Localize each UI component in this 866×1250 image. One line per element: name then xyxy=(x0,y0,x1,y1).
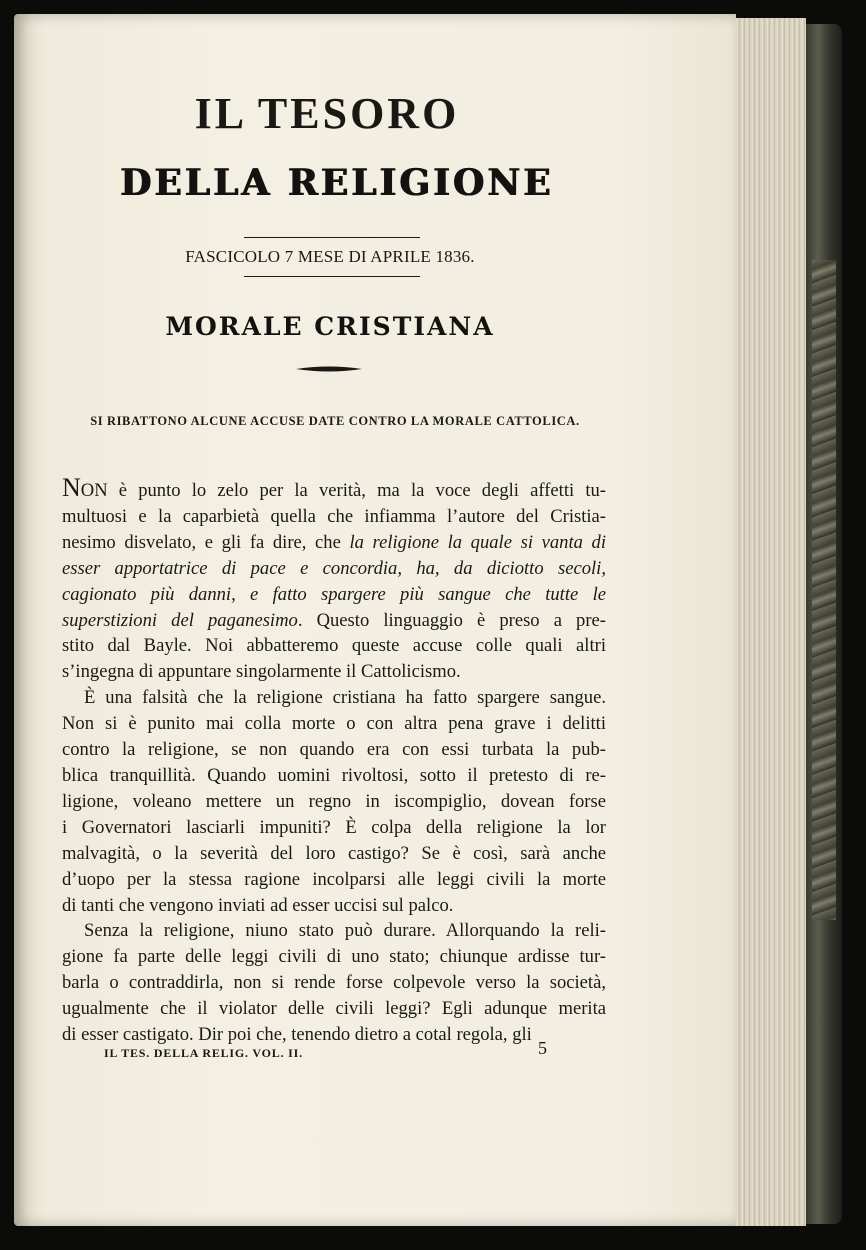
text-line xyxy=(62,556,606,582)
article-subtitle: SI RIBATTONO ALCUNE ACCUSE DATE CONTRO LA MORALE CATTOLICA. xyxy=(90,414,580,428)
text-line xyxy=(62,841,606,867)
italic-text: la religione la quale si vanta di xyxy=(349,531,606,553)
text-run: stito dal Bayle. Noi abbatteremo queste accuse colle quali altri xyxy=(62,635,606,657)
text-line xyxy=(62,633,606,659)
text-line xyxy=(62,970,606,996)
text-line xyxy=(62,867,606,893)
text-line xyxy=(62,737,606,763)
text-run: ligione, voleano mettere un regno in iscompiglio, dovean forse xyxy=(62,790,606,812)
text-run: . Questo linguaggio è preso a pre- xyxy=(297,609,606,631)
article-body xyxy=(62,473,606,1048)
title-line-1: IL TESORO xyxy=(194,89,460,138)
title-line-2: DELLA RELIGIONE xyxy=(120,162,554,204)
signature-mark: 5 xyxy=(538,1038,547,1058)
issue-line: FASCICOLO 7 MESE DI APRILE 1836. xyxy=(185,247,475,266)
text-run: malvagità, o la severità del loro castigo? Se è così, sarà anche xyxy=(62,842,606,864)
text-line xyxy=(62,685,606,711)
marbled-cover-detail xyxy=(812,260,836,920)
text-line xyxy=(62,893,606,919)
text-line xyxy=(62,473,606,504)
drop-capital: N xyxy=(62,473,81,502)
text-run: Non si è punito mai colla morte o con altra pena grave i delitti xyxy=(62,713,606,735)
italic-text: superstizioni del paganesimo xyxy=(62,609,298,631)
section-heading: MORALE CRISTIANA xyxy=(165,312,495,341)
text-run: barla o contraddirla, non si rende forse colpevole verso la società, xyxy=(62,972,606,994)
text-line xyxy=(62,789,606,815)
text-line xyxy=(62,918,606,944)
text-run: multuosi e la caparbietà quella che infiamma l’autore del Cristia- xyxy=(62,505,606,527)
text-run: nesimo disvelato, e gli fa dire, che xyxy=(62,531,350,553)
text-run: ugualmente che il violator delle civili leggi? Egli adunque merita xyxy=(62,998,606,1020)
text-line xyxy=(62,763,606,789)
text-run: gione fa parte delle leggi civili di uno stato; chiunque ardisse tur- xyxy=(62,946,606,968)
running-footer: IL TES. DELLA RELIG. VOL. II. xyxy=(104,1046,303,1060)
text-line xyxy=(62,944,606,970)
text-line xyxy=(62,996,606,1022)
text-run: È una falsità che la religione cristiana ha fatto spargere sangue. xyxy=(84,687,606,709)
text-run: di tanti che vengono inviati ad esser uccisi sul palco. xyxy=(62,894,454,916)
text-line xyxy=(62,530,606,556)
ornamental-rule xyxy=(296,364,362,374)
text-line xyxy=(62,582,606,608)
text-line xyxy=(62,504,606,530)
text-run: blica tranquillità. Quando uomini rivoltosi, sotto il pretesto di re- xyxy=(62,764,606,786)
rule-top xyxy=(244,237,420,238)
text-run: di esser castigato. Dir poi che, tenendo dietro a cotal regola, gli xyxy=(62,1024,532,1046)
text-run: Senza la religione, niuno stato può durare. Allorquando la reli- xyxy=(84,920,606,942)
rule-bottom xyxy=(244,276,420,277)
text-run: d’uopo per la stessa ragione incolparsi alle leggi civili la morte xyxy=(62,868,606,890)
italic-text: esser apportatrice di pace e concordia, ha, da diciotto secoli, xyxy=(62,557,606,579)
text-line xyxy=(62,711,606,737)
text-line xyxy=(62,1022,606,1048)
text-line xyxy=(62,608,606,634)
text-run: contro la religione, se non quando era con essi turbata la pub- xyxy=(62,739,606,761)
text-line xyxy=(62,815,606,841)
text-line xyxy=(62,659,606,685)
text-run: ON è punto lo zelo per la verità, ma la voce degli affetti tu- xyxy=(80,480,606,501)
text-run: i Governatori lasciarli impuniti? È colpa della religione la lor xyxy=(62,816,606,838)
text-run: s’ingegna di appuntare singolarmente il Cattolicismo. xyxy=(62,661,461,683)
italic-text: cagionato più danni, e fatto spargere più sangue che tutte le xyxy=(62,583,606,605)
page-edges xyxy=(736,18,806,1226)
